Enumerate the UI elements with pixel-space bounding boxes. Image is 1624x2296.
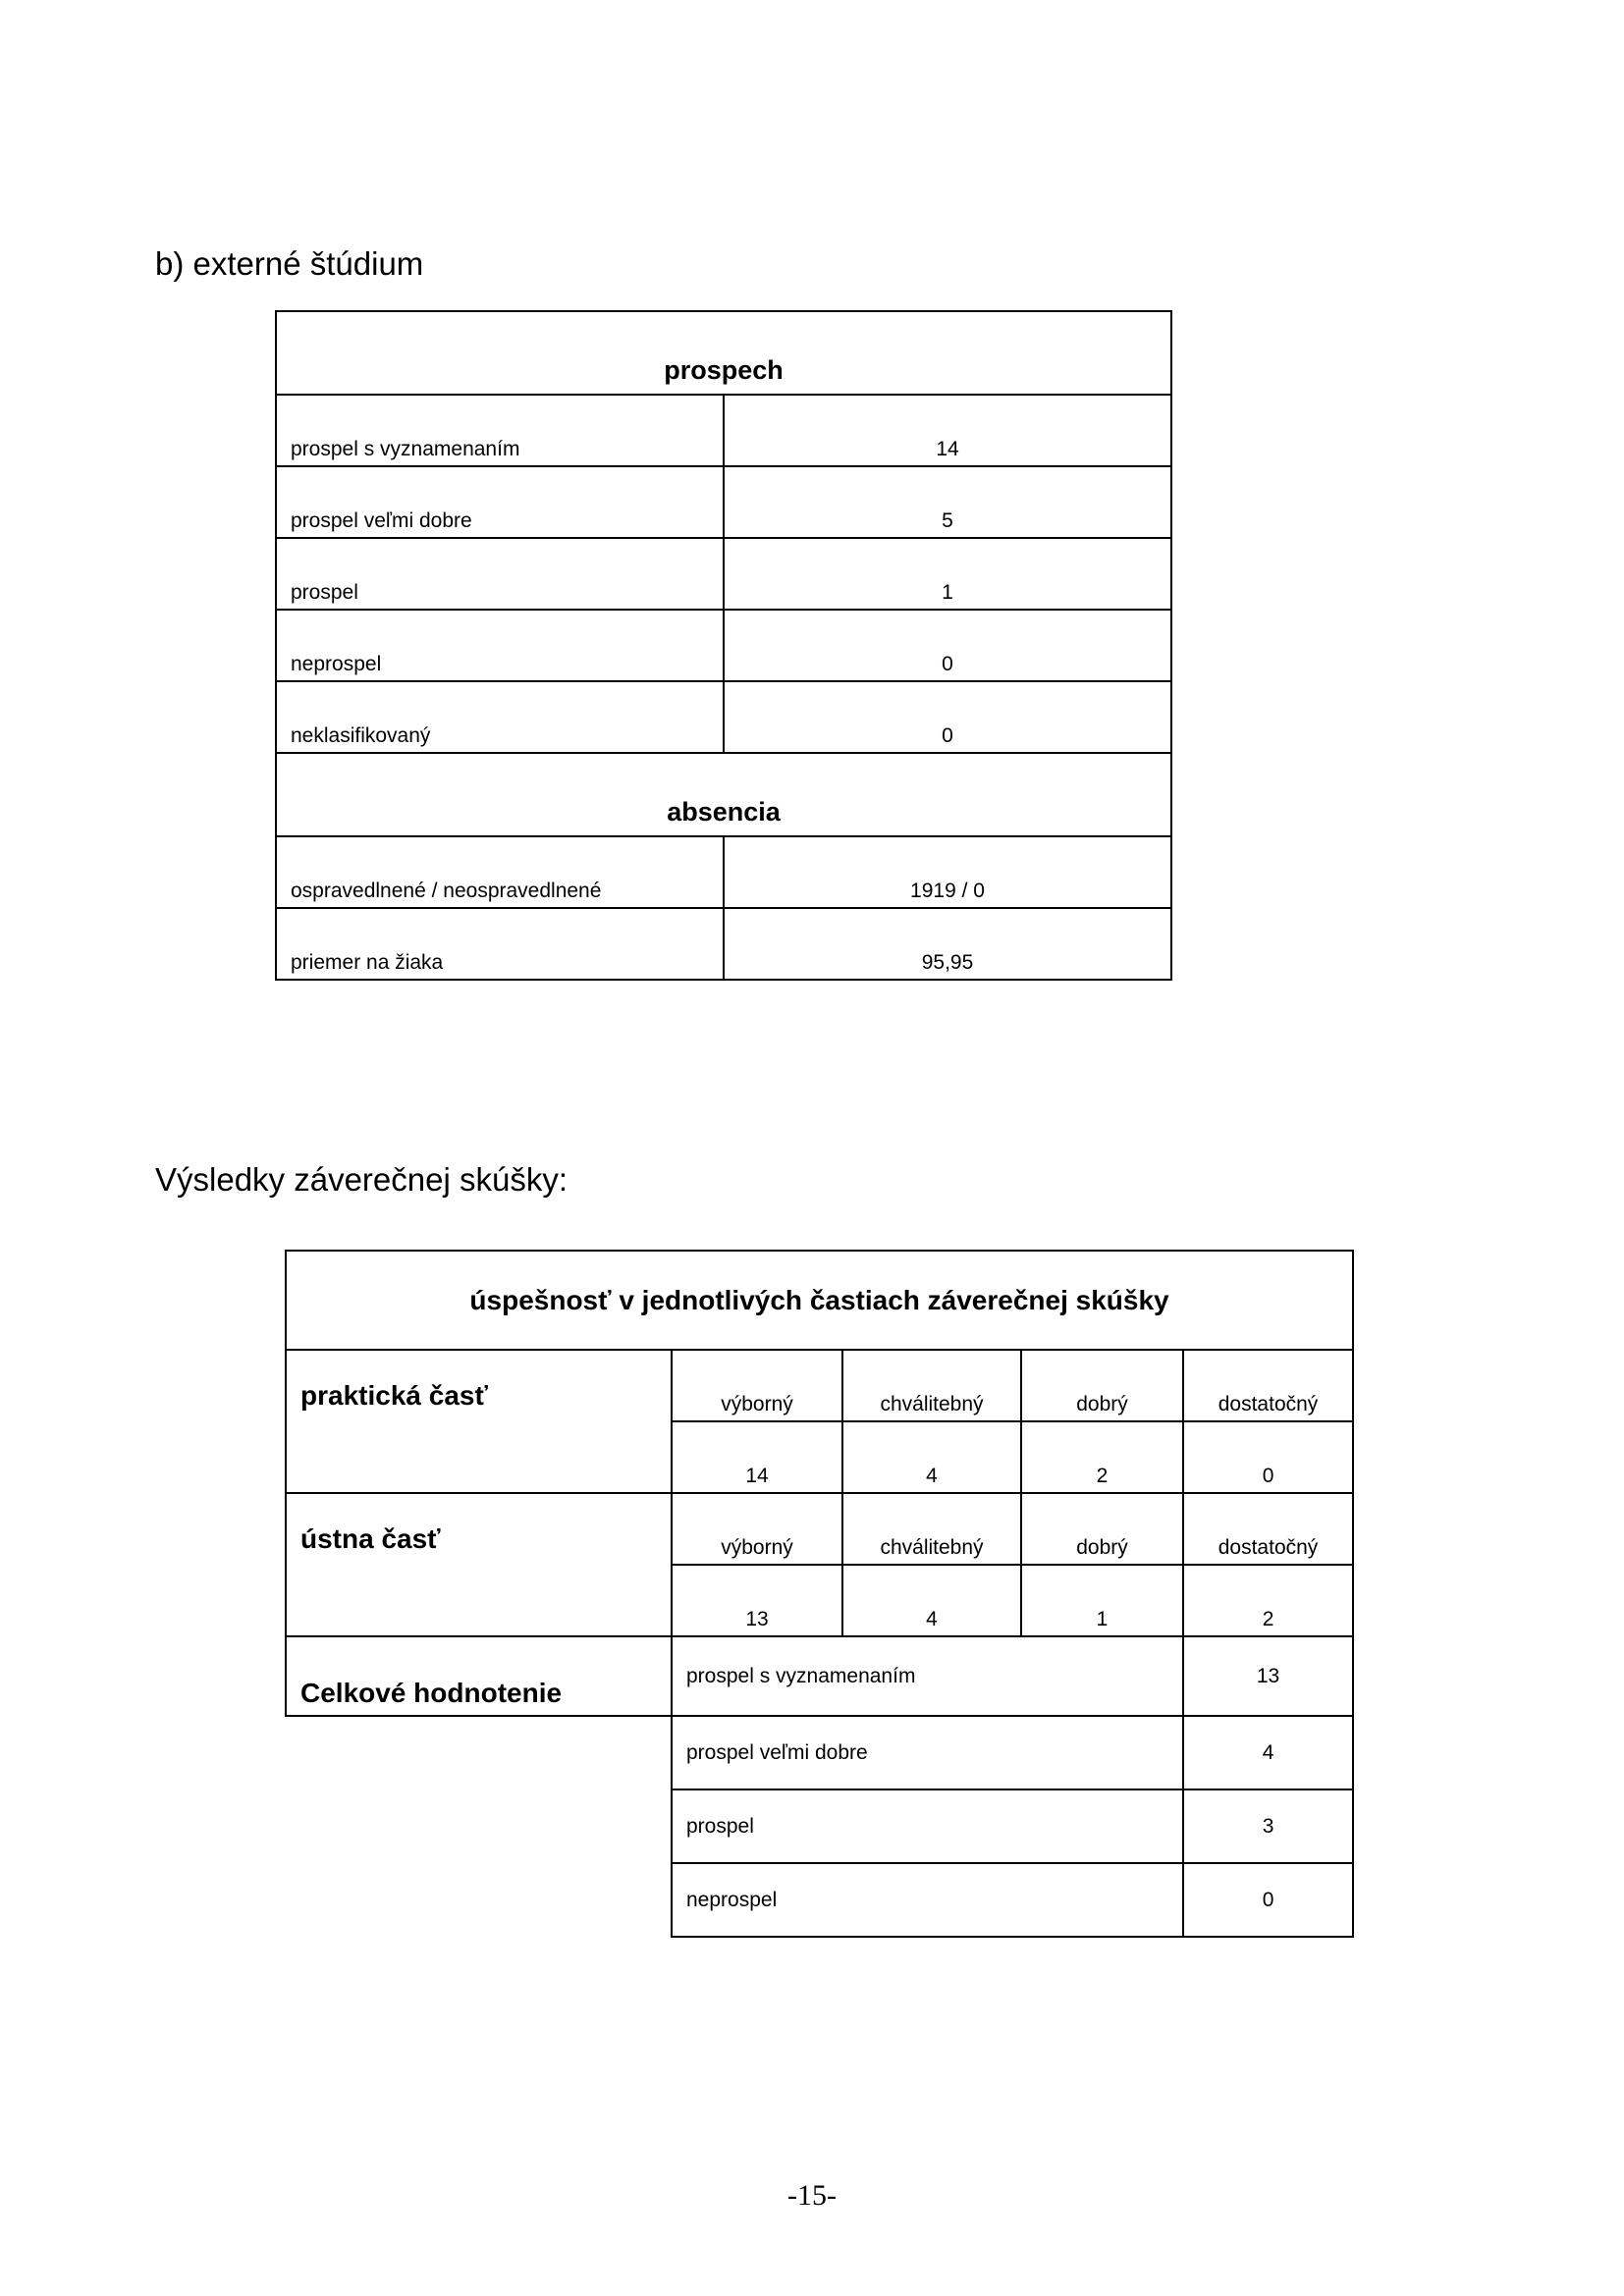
absencia-header: absencia [276,753,1171,836]
row-value: 0 [724,610,1171,681]
overall-row-label: prospel [672,1789,1183,1863]
overall-row-value: 4 [1183,1716,1353,1789]
table-row [276,538,1171,610]
overall-row-label: neprospel [672,1863,1183,1937]
grade-count: 14 [672,1421,842,1493]
table-row [276,610,1171,681]
external-study-table [275,310,1172,981]
row-value: 95,95 [724,908,1171,980]
section-heading-external-study: b) externé štúdium [155,245,424,282]
grade-header: dostatočný [1183,1350,1353,1421]
grade-header: chválitebný [842,1493,1021,1565]
table-row [286,1636,1353,1716]
overall-evaluation-label: Celkové hodnotenie [286,1636,672,1716]
page-number: -15- [787,2179,837,2212]
exam-table-title: úspešnosť v jednotlivých častiach záverečnej skúšky [286,1251,1353,1350]
prospech-header: prospech [276,311,1171,395]
row-value: 5 [724,466,1171,538]
table-row [286,1493,1353,1565]
grade-count: 2 [1183,1565,1353,1636]
grade-count: 0 [1183,1421,1353,1493]
row-label: prospel [276,538,724,610]
table-row [276,681,1171,753]
row-label: prospel veľmi dobre [276,466,724,538]
exam-results-table [285,1250,1354,1938]
grade-header: dobrý [1021,1350,1183,1421]
overall-row-label: prospel veľmi dobre [672,1716,1183,1789]
row-label: neklasifikovaný [276,681,724,753]
grade-header: dobrý [1021,1493,1183,1565]
grade-count: 4 [842,1565,1021,1636]
grade-header: výborný [672,1493,842,1565]
table-row [286,1789,1353,1863]
row-value: 0 [724,681,1171,753]
grade-count: 1 [1021,1565,1183,1636]
table-row [276,836,1171,908]
grade-header: výborný [672,1350,842,1421]
row-value: 14 [724,395,1171,466]
oral-part-label: ústna časť [286,1493,672,1636]
grade-header: chválitebný [842,1350,1021,1421]
overall-row-value: 0 [1183,1863,1353,1937]
table-row [286,1863,1353,1937]
row-label: priemer na žiaka [276,908,724,980]
overall-row-value: 13 [1183,1636,1353,1716]
table-row [286,1716,1353,1789]
section-heading-exam-results: Výsledky záverečnej skúšky: [155,1161,568,1198]
table-row [276,395,1171,466]
row-label: prospel s vyznamenaním [276,395,724,466]
overall-row-label: prospel s vyznamenaním [672,1636,1183,1716]
grade-count: 4 [842,1421,1021,1493]
table-row [286,1350,1353,1421]
row-value: 1 [724,538,1171,610]
practical-part-label: praktická časť [286,1350,672,1493]
row-label: ospravedlnené / neospravedlnené [276,836,724,908]
grade-header: dostatočný [1183,1493,1353,1565]
grade-count: 2 [1021,1421,1183,1493]
grade-count: 13 [672,1565,842,1636]
overall-row-value: 3 [1183,1789,1353,1863]
table-row [276,908,1171,980]
row-value: 1919 / 0 [724,836,1171,908]
table-row [276,466,1171,538]
row-label: neprospel [276,610,724,681]
